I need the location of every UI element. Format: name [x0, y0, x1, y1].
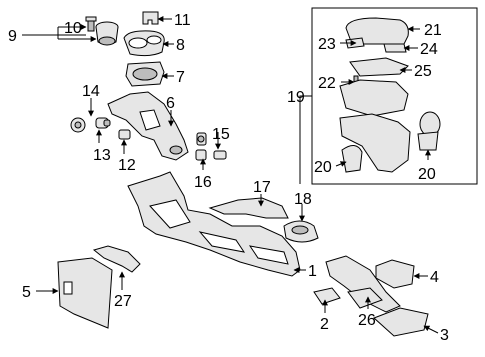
part-14-knob: [71, 118, 85, 132]
callout-25: 25: [414, 63, 432, 80]
part-3-plate: [374, 308, 428, 336]
callout-16: 16: [194, 174, 212, 191]
callout-26: 26: [358, 312, 376, 329]
callout-7: 7: [176, 69, 185, 86]
part-12-plug: [119, 130, 130, 139]
callout-13: 13: [93, 147, 111, 164]
callout-1: 1: [308, 263, 317, 280]
part-13-bulb: [96, 118, 110, 128]
callout-8: 8: [176, 37, 185, 54]
callout-4: 4: [430, 269, 439, 286]
part-6-shifter-bezel: [108, 92, 188, 160]
part-11-clip: [143, 12, 158, 24]
callout-15: 15: [212, 126, 230, 143]
part-4-bracket: [376, 260, 414, 288]
part-24-latch: [384, 44, 406, 52]
callout-5: 5: [22, 284, 31, 301]
callout-23: 23: [318, 36, 336, 53]
part-16-plug: [196, 150, 226, 160]
callout-12: 12: [118, 157, 136, 174]
callout-22: 22: [318, 75, 336, 92]
callout-2: 2: [320, 316, 329, 333]
part-10-cup-insert: [96, 22, 118, 45]
callout-10: 10: [64, 20, 82, 37]
callout-14: 14: [82, 83, 100, 100]
part-15-clip: [197, 133, 206, 145]
part-10-screw: [86, 17, 96, 31]
callout-11: 11: [174, 12, 191, 29]
callout-19: 19: [287, 89, 305, 106]
callout-21: 21: [424, 22, 442, 39]
callout-24: 24: [420, 41, 438, 58]
callout-6: 6: [166, 95, 175, 112]
part-20-bracket-left: [342, 145, 362, 172]
callout-9: 9: [8, 28, 17, 45]
callout-3: 3: [440, 327, 449, 344]
callout-18: 18: [294, 191, 312, 208]
part-5-side-panel: [58, 258, 112, 328]
callout-27: 27: [114, 293, 132, 310]
part-25-mat: [350, 58, 408, 76]
part-1-console-body: [128, 172, 300, 276]
callout-17: 17: [253, 179, 271, 196]
callout-20-right: 20: [418, 166, 436, 183]
callout-20-left: 20: [314, 159, 332, 176]
part-17-panel: [210, 198, 288, 218]
part-20-bracket-right: [418, 112, 440, 150]
part-8-cup-holder: [124, 31, 164, 56]
part-18-insert: [284, 221, 318, 242]
part-2-bracket: [314, 288, 340, 304]
part-7-tray: [126, 62, 164, 86]
